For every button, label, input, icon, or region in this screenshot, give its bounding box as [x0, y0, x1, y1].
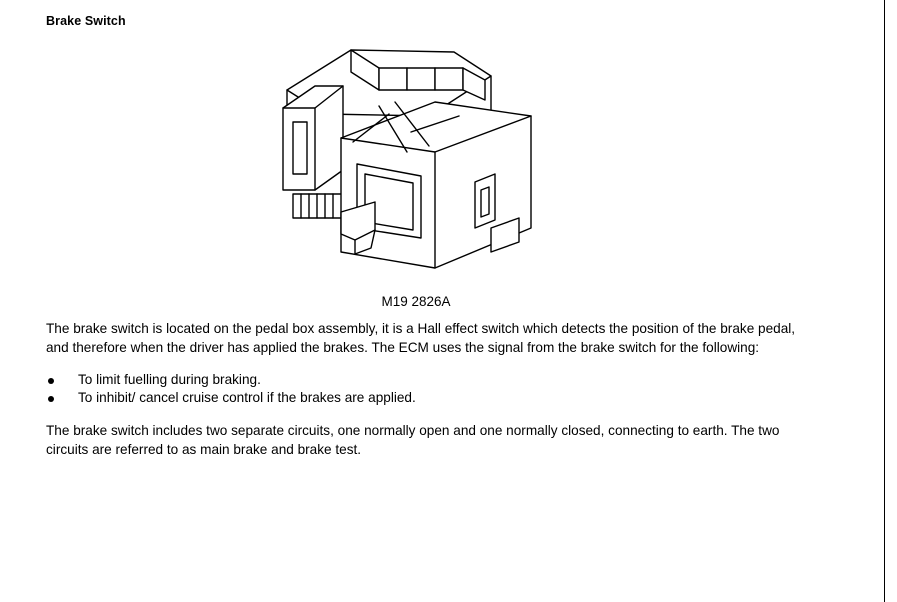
figure-caption: M19 2826A — [381, 294, 451, 309]
list-item-label: To limit fuelling during braking. — [78, 371, 261, 387]
paragraph-circuits: The brake switch includes two separate circuits, one normally open and one normally closed, connecting to earth. The two circuits are referred to as main brake and brake test. — [46, 422, 780, 457]
page-margin-rule — [884, 0, 885, 602]
paragraph-intro: The brake switch is located on the pedal box assembly, it is a Hall effect switch which detects the position of the brake pedal, and therefore when the driver has applied the brakes. The ECM uses the signal from the brake switch for the following: — [46, 321, 796, 355]
list-item — [46, 371, 812, 390]
brake-switch-illustration-icon — [279, 42, 579, 282]
list-item-label: To inhibit/ cancel cruise control if the brakes are applied. — [78, 390, 416, 406]
bullet-dot-icon — [48, 378, 54, 384]
figure-brake-switch — [46, 42, 812, 309]
page-title: Brake Switch — [46, 14, 126, 28]
list-item — [46, 389, 812, 408]
bullet-list — [46, 371, 812, 408]
bullet-dot-icon — [48, 396, 54, 402]
document-content — [46, 0, 812, 473]
